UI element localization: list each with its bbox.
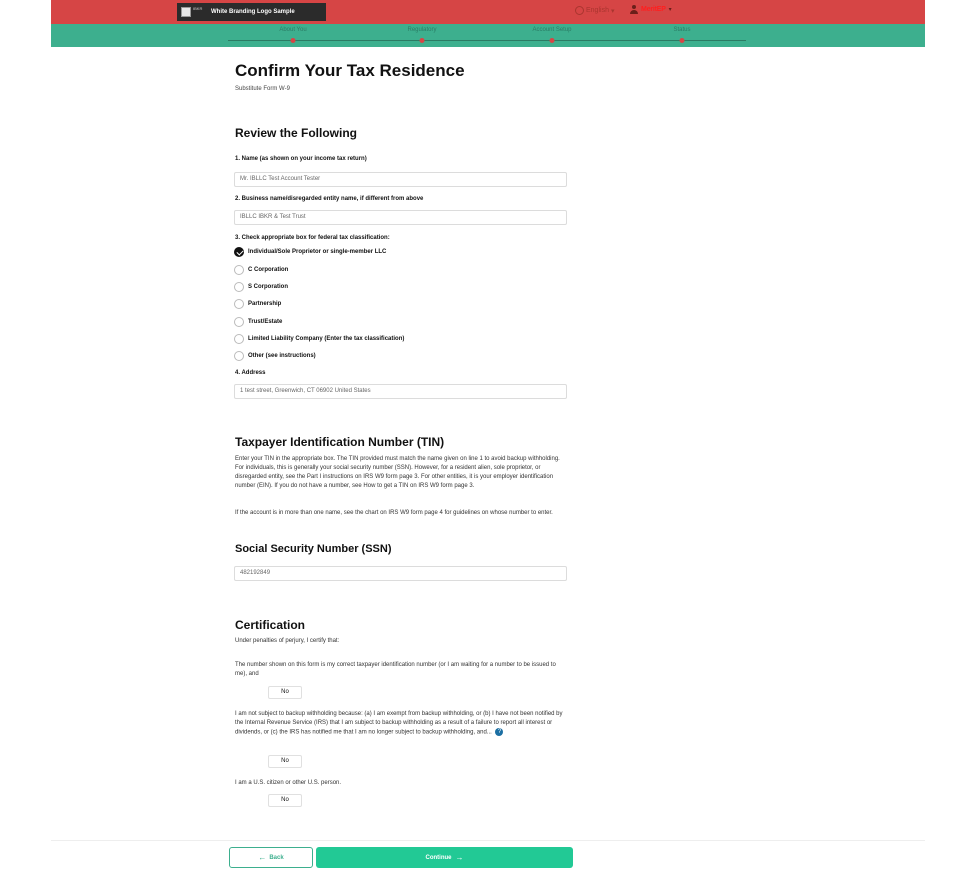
footer-divider (51, 840, 925, 841)
step-dot (291, 38, 296, 43)
logo-small-text: IBKR (193, 6, 203, 11)
radio-unchecked-icon[interactable] (234, 351, 244, 361)
ssn-heading: Social Security Number (SSN) (235, 543, 392, 555)
tin-instructions: Enter your TIN in the appropriate box. The TIN provided must match the name given on line 1 to avoid backup withholding. For individuals, this is generally your social security number (SSN). However, for a resident alien, sole proprietor, or disregarded entity, see the Part I instructions on IRS W9 form page 3. For other entities, it is your employer identification number (EIN). If you do not have a number, see How to get a TIN on IRS W9 form page 3. (235, 456, 560, 489)
brand-logo[interactable] (177, 3, 326, 21)
name-field[interactable]: Mr. IBLLC Test Account Tester (234, 172, 567, 187)
language-selector[interactable] (575, 6, 614, 15)
step-dot (680, 38, 685, 43)
back-button[interactable] (229, 847, 313, 868)
name-label: 1. Name (as shown on your income tax return) (235, 156, 367, 162)
logo-text: White Branding Logo Sample (211, 9, 295, 15)
tin-multiple-names-note: If the account is in more than one name, see the chart on IRS W9 form page 4 for guidelines on whose number to enter. (235, 510, 553, 516)
certification-item-1: The number shown on this form is my correct taxpayer identification number (or I am waiting for a number to be issued to me), and (235, 662, 556, 677)
radio-label: Trust/Estate (248, 319, 283, 325)
radio-label: C Corporation (248, 267, 289, 273)
radio-partnership[interactable] (234, 299, 281, 309)
radio-label: Partnership (248, 301, 282, 307)
tin-heading: Taxpayer Identification Number (TIN) (235, 435, 445, 449)
certification-item-2 (235, 710, 567, 738)
certification-item-3: I am a U.S. citizen or other U.S. person. (235, 780, 342, 786)
ssn-field[interactable]: 482192849 (234, 566, 567, 581)
continue-label: Continue (425, 854, 452, 861)
address-field[interactable]: 1 test street, Greenwich, CT 06902 United States (234, 384, 567, 399)
certification-intro: Under penalties of perjury, I certify that: (235, 638, 340, 644)
page-title: Confirm Your Tax Residence (235, 61, 465, 80)
radio-unchecked-icon[interactable] (234, 334, 244, 344)
radio-label: Individual/Sole Proprietor or single-member LLC (248, 249, 387, 255)
step-dot (420, 38, 425, 43)
language-label: English (586, 7, 609, 14)
page-subtitle: Substitute Form W-9 (235, 86, 290, 92)
arrow-right-icon: → (455, 853, 464, 862)
radio-label: Other (see instructions) (248, 353, 316, 359)
business-name-label: 2. Business name/disregarded entity name, if different from above (235, 196, 424, 202)
info-icon[interactable]: ? (495, 728, 503, 736)
step-about-you: About You (279, 27, 307, 33)
user-name: MeritEP (641, 6, 666, 13)
radio-other[interactable] (234, 351, 316, 361)
continue-button[interactable] (316, 847, 573, 868)
user-icon (630, 5, 638, 14)
chevron-down-icon: ▾ (610, 7, 615, 15)
user-menu[interactable] (630, 5, 672, 14)
radio-c-corporation[interactable] (234, 265, 288, 275)
step-dot (550, 38, 555, 43)
back-label: Back (269, 854, 284, 861)
radio-unchecked-icon[interactable] (234, 317, 244, 327)
radio-trust-estate[interactable] (234, 317, 282, 327)
progress-steps (51, 24, 925, 47)
radio-individual[interactable] (234, 247, 386, 257)
radio-unchecked-icon[interactable] (234, 265, 244, 275)
tax-classification-label: 3. Check appropriate box for federal tax classification: (235, 235, 390, 241)
radio-s-corporation[interactable] (234, 282, 288, 292)
radio-label: Limited Liability Company (Enter the tax classification) (248, 336, 405, 342)
step-status: Status (673, 27, 691, 33)
certification-2-answer-button[interactable]: No (268, 755, 302, 768)
step-regulatory: Regulatory (407, 27, 437, 33)
certification-heading: Certification (235, 618, 306, 632)
certification-3-answer-button[interactable]: No (268, 794, 302, 807)
certification-1-answer-button[interactable]: No (268, 686, 302, 699)
radio-label: S Corporation (248, 284, 288, 290)
review-heading: Review the Following (235, 126, 358, 140)
radio-llc[interactable] (234, 334, 404, 344)
arrow-left-icon: ← (258, 853, 267, 862)
radio-unchecked-icon[interactable] (234, 299, 244, 309)
step-account-setup: Account Setup (532, 27, 572, 33)
radio-unchecked-icon[interactable] (234, 282, 244, 292)
progress-track (228, 40, 746, 41)
address-label: 4. Address (235, 370, 266, 376)
business-name-field[interactable]: IBLLC IBKR & Test Trust (234, 210, 567, 225)
globe-icon (575, 6, 584, 15)
radio-checked-icon[interactable] (234, 247, 244, 257)
certification-item-2-text: I am not subject to backup withholding because: (a) I am exempt from backup withholding, or (b) I have not been notified by the Internal Revenue Service (IRS) that I am subject to backup withholding as a result of a failure to report all interest or dividends, or (c) the IRS has notified me that I am no longer subject to backup withholding, and... (235, 711, 563, 736)
logo-mark-icon (181, 7, 191, 17)
chevron-down-icon: ▾ (668, 7, 672, 13)
